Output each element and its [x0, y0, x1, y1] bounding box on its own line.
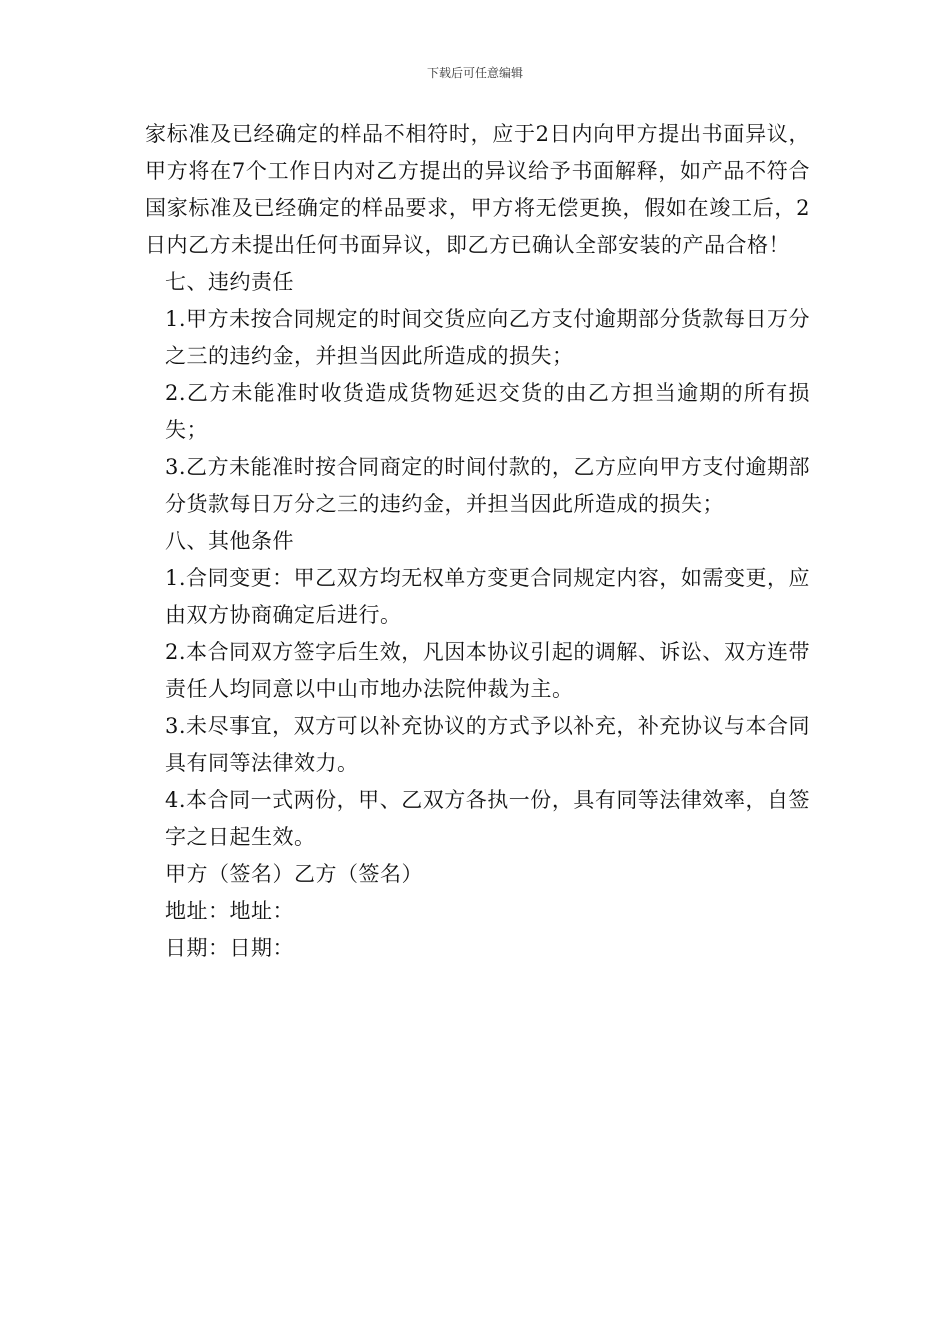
clause-other-4: 4.本合同一式两份，甲、乙双方各执一份，具有同等法律效率，自签字之日起生效。: [165, 788, 810, 849]
clause-other-2: 2.本合同双方签字后生效，凡因本协议引起的调解、诉讼、双方连带责任人均同意以中山市地办法院仲裁为主。: [165, 640, 810, 701]
signature-line: 甲方（签名）乙方（签名）: [165, 862, 423, 886]
clause-breach-3: 3.乙方未能准时按合同商定的时间付款的，乙方应向甲方支付逾期部分货款每日万分之三的违约金，并担当因此所造成的损失；: [165, 455, 810, 516]
document-body: [145, 116, 810, 967]
clause-other-3: 3.未尽事宜，双方可以补充协议的方式予以补充，补充协议与本合同具有同等法律效力。: [165, 714, 810, 775]
clause-breach-2: 2.乙方未能准时收货造成货物延迟交货的由乙方担当逾期的所有损失；: [165, 381, 810, 442]
section-heading-other: 八、其他条件: [165, 529, 294, 553]
date-line: 日期：日期：: [165, 936, 294, 960]
clause-breach-1: 1.甲方未按合同规定的时间交货应向乙方支付逾期部分货款每日万分之三的违约金，并担当因此所造成的损失；: [165, 307, 810, 368]
section-heading-breach: 七、违约责任: [165, 270, 294, 294]
address-line: 地址：地址：: [165, 899, 294, 923]
page-header: 下载后可任意编辑: [426, 66, 523, 80]
paragraph-acceptance: 家标准及已经确定的样品不相符时，应于2日内向甲方提出书面异议，甲方将在7个工作日内对乙方提出的异议给予书面解释，如产品不符合国家标准及已经确定的样品要求，甲方将无偿更换，假如在竣工后，2日内乙方未提出任何书面异议，即乙方已确认全部安装的产品合格！: [145, 122, 810, 257]
clause-other-1: 1.合同变更：甲乙双方均无权单方变更合同规定内容，如需变更，应由双方协商确定后进行。: [165, 566, 810, 627]
